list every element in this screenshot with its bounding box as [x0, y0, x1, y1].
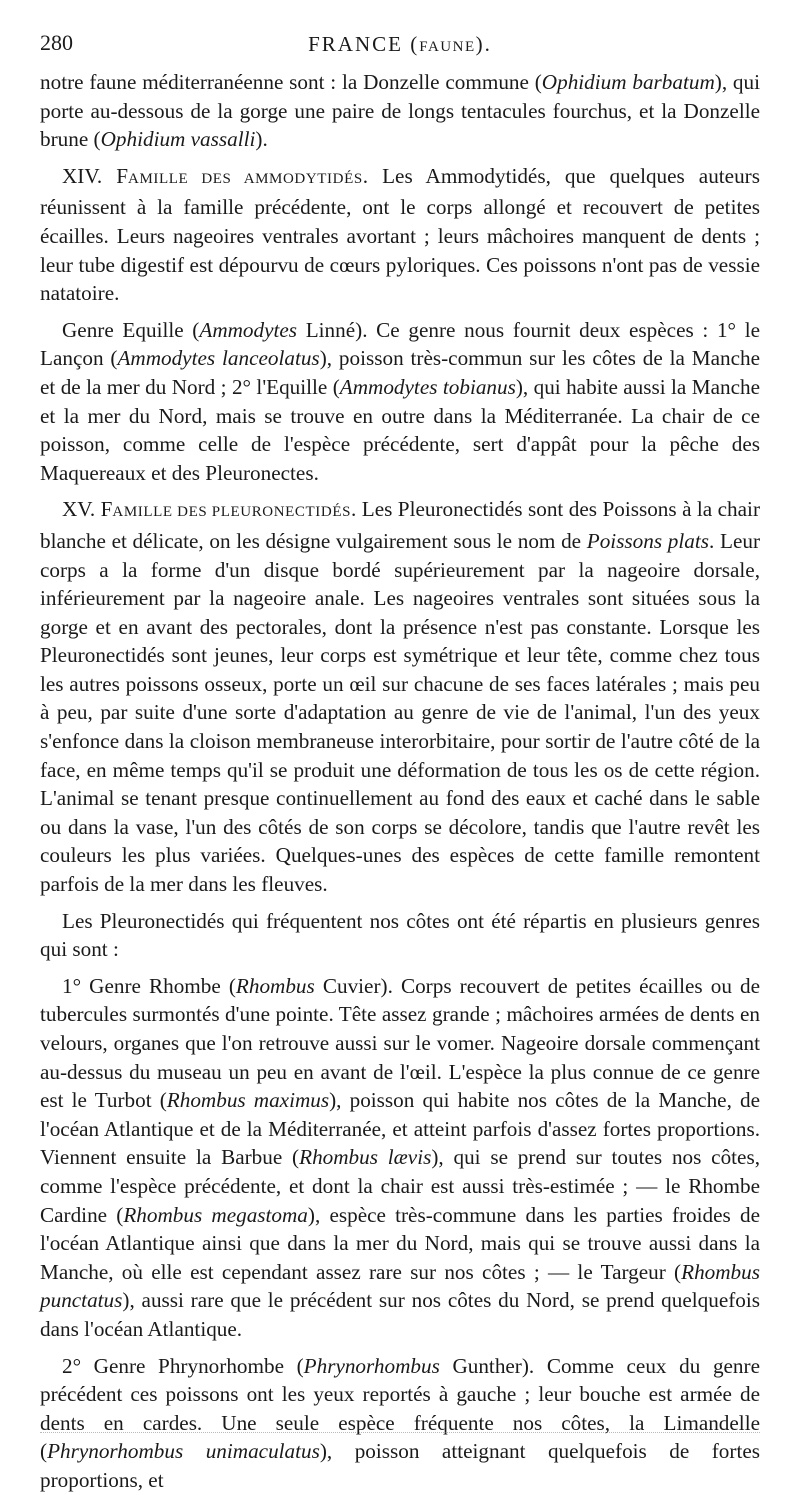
- text-run: ), qui porte au-dessous de la gorge une paire de longs tentacules fourchus, et la Donzelle brune (: [40, 70, 761, 152]
- running-head: [40, 32, 760, 57]
- paragraph-equille: [40, 316, 760, 488]
- text-run: ), espèce très-commune dans les parties froides de l'océan Atlantique ainsi que dans la mer du Nord, mais qui se trouve aussi dans la Manche, où elle est cependant assez rare sur nos côtes ; — le Targeur (: [40, 1202, 760, 1284]
- italic-run: Rhombus maximus: [166, 1088, 330, 1113]
- running-head-main: FRANCE (: [308, 32, 420, 56]
- paragraph-phrynorhombe: [40, 1352, 760, 1495]
- text-run: Genre Equille (: [62, 317, 200, 342]
- book-page: [40, 28, 760, 1495]
- text-run: ), qui habite aussi la Manche et la mer du Nord, mais se trouve en outre dans la Méditerranée. La chair de ce poisson, comme celle de l'espèce précédente, sert d'appât pour la pêche des Maquereaux et des Pleuronectes.: [40, 374, 760, 485]
- text-run: XV. F: [62, 497, 113, 522]
- text-run: Gunther). Comme ceux du genre précédent ces poissons ont les yeux reportés à gauche ; leur bouche est armée de dents en cardes. Une seule espèce fréquente nos côtes, la Limandelle (: [40, 1353, 760, 1464]
- paragraph-ammodytides: [40, 162, 760, 308]
- text-run: Les Pleuronectidés qui fréquentent nos côtes ont été répartis en plusieurs genres qui sont :: [40, 908, 760, 962]
- italic-run: Ammodytes lanceolatus: [117, 346, 320, 371]
- bottom-rule: [40, 1432, 760, 1433]
- text-run: notre faune méditerranéenne sont : la Donzelle commune (: [40, 70, 542, 94]
- text-run: ), qui se prend sur toutes nos côtes, comme l'espèce précédente, et dont la chair est aussi très-estimée ; — le Rhombe Cardine (: [40, 1145, 760, 1227]
- running-head-smallcaps: FAUNE: [419, 39, 476, 55]
- page-body: [40, 68, 760, 1495]
- text-run: . Leur corps a la forme d'un disque bordé supérieurement par la nageoire dorsale, inférieurement par la nageoire anale. Les nageoires ventrales sont situées sous la gorge et en avant des pectorales, dont la présence n'est pas constante. Lorsque les Pleuronectidés sont jeunes, leur corps est symétrique et leur tête, comme chez tous les autres poissons osseux, porte un œil sur chacune de ses faces latérales ; mais peu à peu, par suite d'une sorte d'adaptation au genre de vie de l'animal, l'un des yeux s'enfonce dans la cloison membraneuse interorbitaire, pour sortir de l'autre côté de la face, en même temps qu'il se produit une déformation de tous les os de cette région. L'animal se tenant presque continuellement au fond des eaux et caché dans le sable ou dans la vase, l'un des côtés de son corps se décolore, tandis que l'autre revêt les couleurs les plus variées. Quelques-unes des espèces de cette famille remontent parfois de la mer dans les fleuves.: [40, 528, 760, 897]
- text-run: Cuvier). Corps recouvert de petites écailles ou de tubercules surmontés d'une pointe. Tête assez grande ; mâchoires armées de dents en velours, organes que l'on retrouve aussi sur le vomer. Nageoire dorsale commençant au-dessus du museau un peu en avant de l'œil. L'espèce la plus connue de ce genre est le Turbot (: [40, 973, 761, 1113]
- italic-run: Poissons plats: [586, 528, 710, 553]
- smallcaps-run: AMILLE DES AMMODYTIDÉS: [128, 170, 363, 187]
- paragraph-donzelle: [40, 68, 760, 154]
- page-header: [40, 28, 760, 68]
- text-run: ), poisson qui habite nos côtes de la Manche, de l'océan Atlantique et de la Méditerranée, et atteint parfois d'assez fortes proportions. Viennent ensuite la Barbue (: [40, 1088, 760, 1170]
- italic-run: Rhombus lævis: [299, 1145, 432, 1170]
- text-run: XIV. F: [62, 163, 129, 188]
- text-run: . Les Pleuronectidés sont des Poissons à la chair blanche et délicate, on les désigne vulgairement sous le nom de: [40, 497, 761, 553]
- italic-run: Rhombus punctatus: [40, 1259, 760, 1313]
- text-run: ), poisson atteignant quelquefois de fortes proportions, et: [40, 1439, 760, 1492]
- italic-run: Ammodytes tobianus: [339, 374, 516, 399]
- paragraph-pleuronectides: [40, 495, 760, 898]
- text-run: ), poisson très-commun sur les côtes de la Manche et de la mer du Nord ; 2° l'Equille (: [40, 346, 761, 399]
- text-run: 1° Genre Rhombe (: [62, 973, 236, 998]
- italic-run: Ammodytes: [199, 317, 298, 342]
- text-run: Linné). Ce genre nous fournit deux espèces : 1° le Lançon (: [40, 317, 760, 371]
- text-run: . Les Ammodytidés, que quelques auteurs réunissent à la famille précédente, ont le corps allongé et recouvert de petites écailles. Leurs nageoires ventrales avortant ; leurs mâchoires manquent de dents ; leur tube digestif est dépourvu de cœurs pyloriques. Ces poissons n'ont pas de vessie natatoire.: [40, 163, 760, 306]
- paragraph-rhombe: [40, 972, 760, 1344]
- italic-run: Ophidium vassalli: [100, 127, 256, 152]
- text-run: ), aussi rare que le précédent sur nos côtes du Nord, se prend quelquefois dans l'océan Atlantique.: [40, 1288, 760, 1341]
- text-run: ).: [255, 127, 268, 152]
- text-run: 2° Genre Phrynorhombe (: [62, 1353, 304, 1378]
- paragraph-genres: [40, 907, 760, 964]
- smallcaps-run: AMILLE DES PLEURONECTIDÉS: [112, 504, 352, 521]
- italic-run: Ophidium barbatum: [541, 70, 715, 94]
- italic-run: Rhombus megastoma: [123, 1202, 308, 1227]
- italic-run: Phrynorhombus: [303, 1353, 440, 1378]
- running-head-end: ).: [475, 32, 492, 56]
- italic-run: Rhombus: [235, 973, 315, 998]
- page-number: 280: [40, 30, 73, 55]
- italic-run: Phrynorhombus unimaculatus: [47, 1439, 320, 1464]
